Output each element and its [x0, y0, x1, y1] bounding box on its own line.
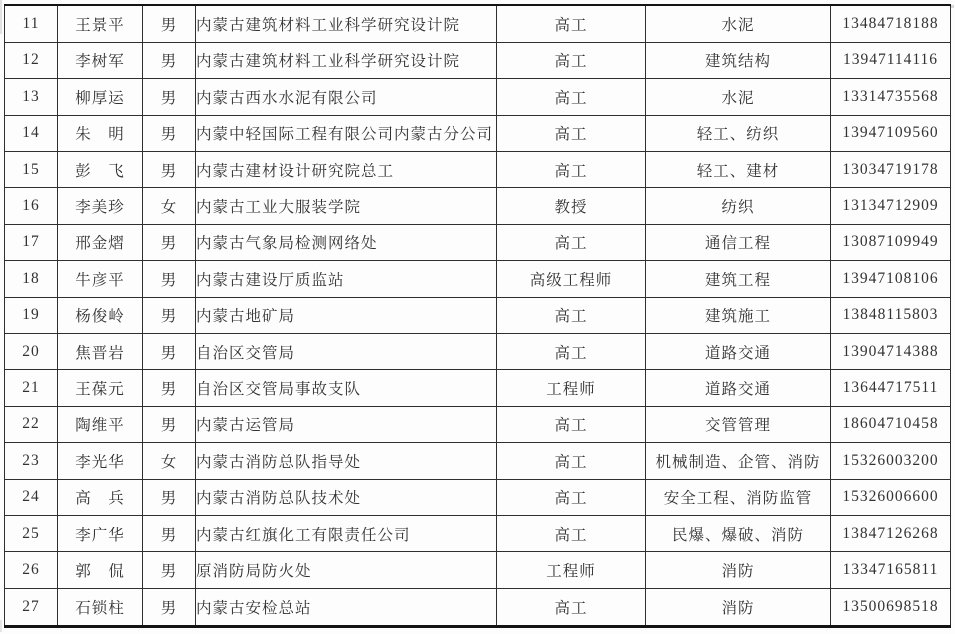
cell-phone: 13500698518: [831, 588, 951, 626]
cell-title: 高工: [497, 151, 646, 187]
cell-name: 柳厚运: [58, 79, 143, 115]
cell-org: 内蒙古红旗化工有限责任公司: [196, 515, 497, 551]
scan-artifact: [0, 0, 2, 34]
table-row: [5, 42, 951, 78]
cell-phone: 13848115803: [831, 297, 951, 333]
cell-phone: 13947109560: [831, 115, 951, 151]
cell-title: 高工: [497, 406, 646, 442]
cell-gender: 男: [143, 552, 196, 588]
cell-gender: 男: [143, 261, 196, 297]
cell-field: 水泥: [646, 5, 831, 42]
cell-org: 原消防局防火处: [196, 552, 497, 588]
cell-name: 邢金熠: [58, 224, 143, 260]
cell-field: 纺织: [646, 188, 831, 224]
cell-gender: 女: [143, 188, 196, 224]
cell-org: 内蒙古气象局检测网络处: [196, 224, 497, 260]
cell-phone: 13847126268: [831, 515, 951, 551]
cell-no: 22: [5, 406, 58, 442]
cell-phone: 18604710458: [831, 406, 951, 442]
cell-name: 李广华: [58, 515, 143, 551]
cell-org: 内蒙古消防总队指导处: [196, 443, 497, 479]
cell-org: 内蒙古运管局: [196, 406, 497, 442]
cell-field: 机械制造、企管、消防: [646, 443, 831, 479]
cell-name: 陶维平: [58, 406, 143, 442]
cell-name: 朱 明: [58, 115, 143, 151]
cell-field: 民爆、爆破、消防: [646, 515, 831, 551]
cell-field: 消防: [646, 552, 831, 588]
cell-org: 自治区交管局事故支队: [196, 370, 497, 406]
cell-no: 13: [5, 79, 58, 115]
cell-gender: 男: [143, 79, 196, 115]
cell-phone: 13947108106: [831, 261, 951, 297]
cell-no: 20: [5, 333, 58, 369]
cell-title: 高工: [497, 588, 646, 626]
cell-gender: 男: [143, 297, 196, 333]
cell-phone: 13034719178: [831, 151, 951, 187]
cell-gender: 男: [143, 406, 196, 442]
cell-org: 内蒙古建设厅质监站: [196, 261, 497, 297]
cell-field: 交管管理: [646, 406, 831, 442]
cell-title: 高工: [497, 115, 646, 151]
cell-gender: 男: [143, 333, 196, 369]
cell-phone: 15326006600: [831, 479, 951, 515]
cell-title: 高工: [497, 42, 646, 78]
table-row: [5, 552, 951, 588]
cell-no: 16: [5, 188, 58, 224]
cell-title: 工程师: [497, 370, 646, 406]
cell-gender: 男: [143, 370, 196, 406]
cell-name: 杨俊岭: [58, 297, 143, 333]
cell-name: 高 兵: [58, 479, 143, 515]
cell-org: 内蒙古消防总队技术处: [196, 479, 497, 515]
cell-phone: 13644717511: [831, 370, 951, 406]
cell-field: 水泥: [646, 79, 831, 115]
scan-artifact: [0, 620, 2, 632]
cell-title: 高工: [497, 297, 646, 333]
table-row: [5, 515, 951, 551]
cell-no: 17: [5, 224, 58, 260]
cell-field: 安全工程、消防监管: [646, 479, 831, 515]
cell-no: 24: [5, 479, 58, 515]
cell-org: 内蒙古西水水泥有限公司: [196, 79, 497, 115]
cell-title: 教授: [497, 188, 646, 224]
cell-title: 高工: [497, 5, 646, 42]
table-body: [5, 5, 951, 627]
cell-name: 王葆元: [58, 370, 143, 406]
table-row: [5, 370, 951, 406]
table-row: [5, 115, 951, 151]
cell-name: 石锁柱: [58, 588, 143, 626]
cell-no: 21: [5, 370, 58, 406]
cell-phone: 15326003200: [831, 443, 951, 479]
table-row: [5, 261, 951, 297]
cell-name: 焦晋岩: [58, 333, 143, 369]
cell-gender: 女: [143, 443, 196, 479]
cell-gender: 男: [143, 588, 196, 626]
cell-gender: 男: [143, 224, 196, 260]
table-row: [5, 151, 951, 187]
cell-title: 高级工程师: [497, 261, 646, 297]
cell-org: 内蒙古安检总站: [196, 588, 497, 626]
cell-org: 内蒙古工业大服装学院: [196, 188, 497, 224]
cell-phone: 13947114116: [831, 42, 951, 78]
cell-name: 李光华: [58, 443, 143, 479]
cell-no: 15: [5, 151, 58, 187]
cell-field: 轻工、纺织: [646, 115, 831, 151]
table-row: [5, 79, 951, 115]
cell-field: 建筑工程: [646, 261, 831, 297]
cell-field: 道路交通: [646, 333, 831, 369]
cell-no: 12: [5, 42, 58, 78]
cell-no: 19: [5, 297, 58, 333]
cell-no: 14: [5, 115, 58, 151]
cell-no: 27: [5, 588, 58, 626]
cell-gender: 男: [143, 479, 196, 515]
cell-org: 内蒙古建材设计研究院总工: [196, 151, 497, 187]
cell-title: 高工: [497, 443, 646, 479]
expert-roster-table: [4, 4, 951, 628]
table-row: [5, 297, 951, 333]
cell-gender: 男: [143, 115, 196, 151]
cell-field: 建筑结构: [646, 42, 831, 78]
cell-field: 轻工、建材: [646, 151, 831, 187]
cell-field: 通信工程: [646, 224, 831, 260]
cell-phone: 13904714388: [831, 333, 951, 369]
cell-org: 自治区交管局: [196, 333, 497, 369]
cell-name: 郭 侃: [58, 552, 143, 588]
cell-gender: 男: [143, 5, 196, 42]
cell-phone: 13314735568: [831, 79, 951, 115]
cell-gender: 男: [143, 151, 196, 187]
cell-name: 李美珍: [58, 188, 143, 224]
cell-field: 消防: [646, 588, 831, 626]
table-row: [5, 406, 951, 442]
cell-name: 王景平: [58, 5, 143, 42]
cell-org: 内蒙古建筑材料工业科学研究设计院: [196, 42, 497, 78]
cell-no: 11: [5, 5, 58, 42]
cell-phone: 13484718188: [831, 5, 951, 42]
cell-phone: 13134712909: [831, 188, 951, 224]
cell-phone: 13087109949: [831, 224, 951, 260]
cell-title: 工程师: [497, 552, 646, 588]
cell-org: 内蒙古建筑材料工业科学研究设计院: [196, 5, 497, 42]
cell-name: 彭 飞: [58, 151, 143, 187]
cell-no: 25: [5, 515, 58, 551]
cell-no: 23: [5, 443, 58, 479]
cell-field: 建筑施工: [646, 297, 831, 333]
cell-name: 李树军: [58, 42, 143, 78]
cell-gender: 男: [143, 515, 196, 551]
cell-field: 道路交通: [646, 370, 831, 406]
cell-title: 高工: [497, 224, 646, 260]
table-row: [5, 588, 951, 626]
table-row: [5, 333, 951, 369]
cell-org: 内蒙中轻国际工程有限公司内蒙古分公司: [196, 115, 497, 151]
table-row: [5, 224, 951, 260]
table-row: [5, 443, 951, 479]
cell-title: 高工: [497, 79, 646, 115]
cell-gender: 男: [143, 42, 196, 78]
cell-org: 内蒙古地矿局: [196, 297, 497, 333]
table-row: [5, 5, 951, 42]
cell-title: 高工: [497, 515, 646, 551]
cell-no: 18: [5, 261, 58, 297]
table-row: [5, 479, 951, 515]
cell-phone: 13347165811: [831, 552, 951, 588]
table-row: [5, 188, 951, 224]
cell-title: 高工: [497, 479, 646, 515]
cell-no: 26: [5, 552, 58, 588]
cell-name: 牛彦平: [58, 261, 143, 297]
cell-title: 高工: [497, 333, 646, 369]
